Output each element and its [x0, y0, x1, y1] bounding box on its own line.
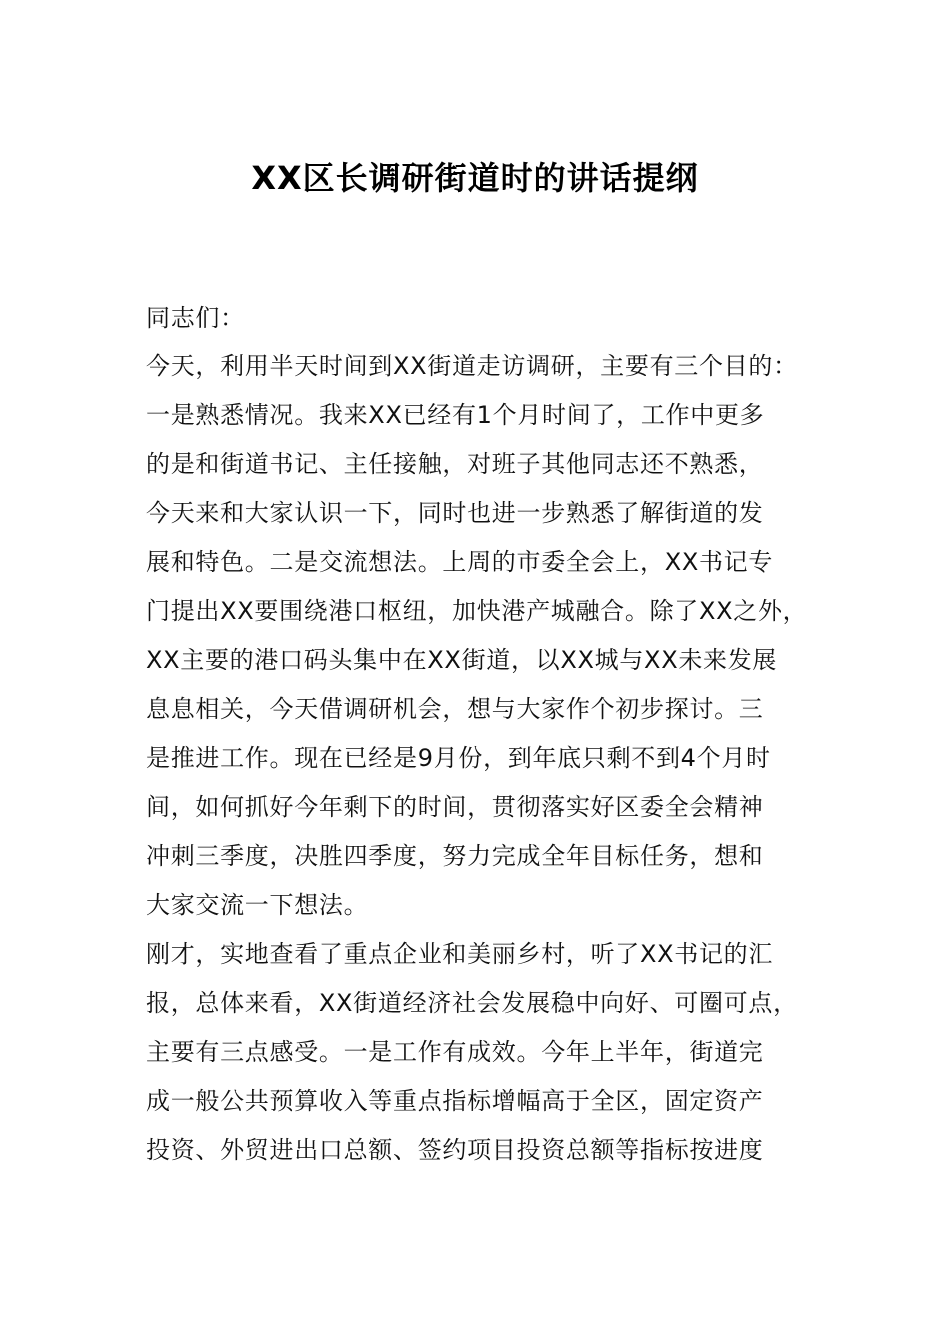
paragraph-line: 是推进工作。现在已经是9月份，到年底只剩不到4个月时 — [146, 744, 771, 772]
paragraph-line: 主要有三点感受。一是工作有成效。今年上半年，街道完 — [146, 1038, 764, 1066]
paragraph-line: 的是和街道书记、主任接触，对班子其他同志还不熟悉， — [146, 450, 764, 478]
paragraph-line: 门提出XX要围绕港口枢纽，加快港产城融合。除了XX之外， — [146, 597, 808, 625]
paragraph-line: 息息相关，今天借调研机会，想与大家作个初步探讨。三 — [146, 695, 764, 723]
paragraph-line: 刚才，实地查看了重点企业和美丽乡村，听了XX书记的汇 — [146, 940, 774, 968]
document-title: XX区长调研街道时的讲话提纲 — [251, 159, 699, 197]
paragraph-line: 大家交流一下想法。 — [146, 891, 369, 919]
paragraph-line: 冲刺三季度，决胜四季度，努力完成全年目标任务，想和 — [146, 842, 764, 870]
paragraph-line: XX主要的港口码头集中在XX街道，以XX城与XX未来发展 — [146, 646, 778, 674]
paragraph-line: 成一般公共预算收入等重点指标增幅高于全区，固定资产 — [146, 1087, 764, 1115]
paragraph-line: 间，如何抓好今年剩下的时间，贯彻落实好区委全会精神 — [146, 793, 764, 821]
salutation: 同志们： — [146, 304, 245, 332]
paragraph-line: 今天来和大家认识一下，同时也进一步熟悉了解街道的发 — [146, 499, 764, 527]
paragraph-line: 一是熟悉情况。我来XX已经有1个月时间了，工作中更多 — [146, 401, 765, 429]
paragraph-line: 报，总体来看，XX街道经济社会发展稳中向好、可圈可点， — [146, 989, 798, 1017]
paragraph-line: 展和特色。二是交流想法。上周的市委全会上，XX书记专 — [146, 548, 774, 576]
paragraph-line: 投资、外贸进出口总额、签约项目投资总额等指标按进度 — [146, 1136, 764, 1164]
paragraph-line: 今天，利用半天时间到XX街道走访调研，主要有三个目的： — [146, 352, 798, 380]
